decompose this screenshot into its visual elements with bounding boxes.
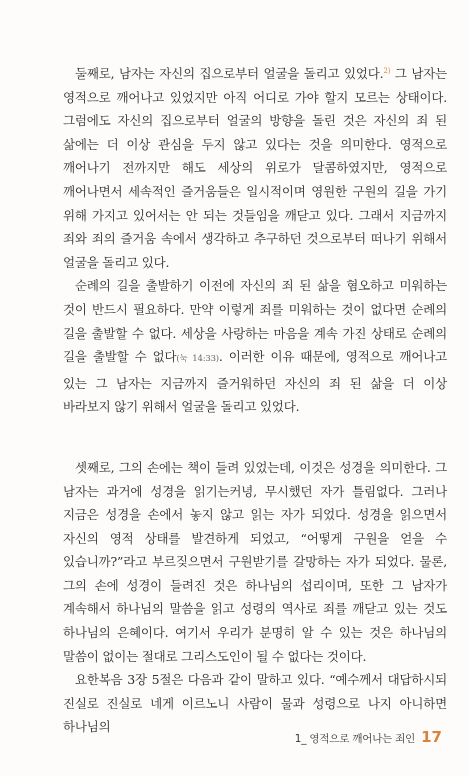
body-text bbox=[63, 62, 447, 739]
paragraph-text: . 이러한 이유 때문에, 영적으로 깨어나고 있는 그 남자는 지금까지 즐거워하던 자신의 죄 된 삶을 더 이상 바라보지 않기 위해서 얼굴을 돌리고 있었다. bbox=[63, 349, 447, 415]
paragraph-pilgrimage bbox=[63, 274, 447, 419]
bible-citation: (눅 14:33) bbox=[176, 354, 219, 365]
running-chapter-title: 1_ 영적으로 깨어나는 죄인 bbox=[294, 733, 416, 745]
page-footer bbox=[295, 728, 442, 746]
footnote-marker: 2) bbox=[383, 66, 391, 75]
paragraph-text: 그 남자는 영적으로 깨어나고 있었지만 아직 어디로 가야 할지 모르는 상태이다. 그럼에도 자신의 집으로부터 얼굴의 방향을 돌린 것은 자신의 죄 된 삶에는 더 이상 관심을 두지 않고 있다는 것을 의미한다. 영적으로 깨어나기 전까지만 해도 세상의 위로가 달콤하였지만, 영적으로 깨어나면서 세속적인 즐거움들은 일시적이며 영원한 구원의 길을 가기 위해 가지고 있어서는 안 되는 것들임을 깨닫고 있다. 그래서 지금까지 죄와 죄의 즐거움 속에서 생각하고 추구하던 것으로부터 떠나기 위해서 얼굴을 돌리고 있다. bbox=[63, 66, 447, 270]
paragraph-third-point: 셋째로, 그의 손에는 책이 들려 있었는데, 이것은 성경을 의미한다. 그 남자는 과거에 성경을 읽기는커녕, 무시했던 자가 틀림없다. 그러나 지금은 성경을 손에서 놓지 않고 읽는 자가 되었다. 성경을 읽으면서 자신의 영적 상태를 발견하게 되었고, “어떻게 구원을 얻을 수 있습니까?”라고 부르짖으면서 구원받기를 갈망하는 자가 되었다. 물론, 그의 손에 성경이 들려진 것은 하나님의 섭리이며, 또한 그 남자가 계속해서 하나님의 말씀을 읽고 성령의 역사로 죄를 깨닫고 있는 것도 하나님의 은혜이다. 여기서 우리가 분명히 알 수 있는 것은 하나님의 말씀이 없이는 절대로 그리스도인이 될 수 없다는 것이다. bbox=[63, 459, 447, 664]
paragraph-second-point bbox=[63, 62, 447, 274]
page-number: 17 bbox=[421, 728, 442, 746]
paragraph-text: 순례의 길을 출발하기 이전에 자신의 죄 된 삶을 혐오하고 미워하는 것이 반드시 필요하다. 만약 이렇게 죄를 미워하는 것이 없다면 순례의 길을 출발할 수 없다. 세상을 사랑하는 마음을 계속 가진 상태로 순례의 길을 출발할 수 없다 bbox=[63, 278, 447, 365]
paragraph-john-quote: 요한복음 3장 5절은 다음과 같이 말하고 있다. “예수께서 대답하시되 진실로 진실로 네게 이르노니 사람이 물과 성령으로 나지 아니하면 하나님의 bbox=[63, 672, 447, 735]
paragraph-text: 둘째로, 남자는 자신의 집으로부터 얼굴을 돌리고 있었다. bbox=[75, 66, 384, 81]
